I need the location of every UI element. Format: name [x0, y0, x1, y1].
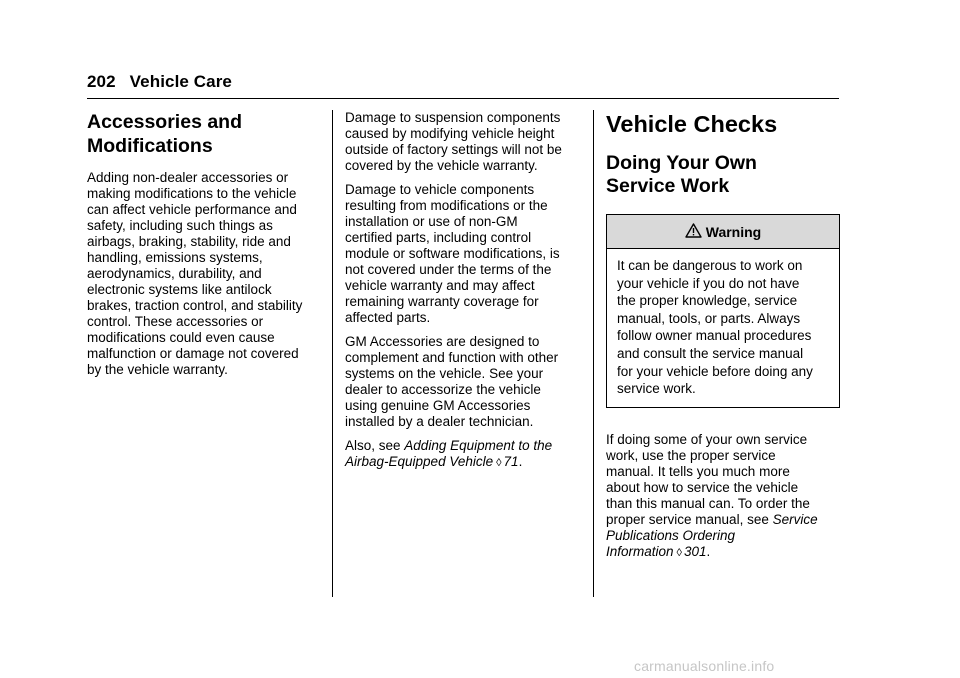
service-ref-prefix: proper service manual, see — [606, 511, 769, 527]
service-publications-link-end[interactable]: Information — [606, 543, 674, 559]
service-publications-page-link[interactable]: 301 — [683, 543, 707, 559]
vehicle-checks-heading: Vehicle Checks — [606, 111, 778, 137]
page-number: 202 — [87, 72, 116, 91]
service-publications-link[interactable]: Service — [772, 511, 818, 527]
column-divider-right — [593, 110, 594, 597]
suspension-damage-paragraph: Damage to suspension components caused by modifying vehicle height outside of factory settings will not be covered by the vehicle warranty. — [345, 110, 562, 173]
accessories-paragraph: Adding non-dealer accessories or making modifications to the vehicle can affect vehicle performance and safety, including such things as airbags, braking, stability, ride and handling, emissions systems, aerodynamics, durability, and electronic systems like antilock brakes, traction control, and stability control. These accessories or modifications could even cause malfunction or damage not covered by the vehicle warranty. — [87, 170, 303, 377]
gm-accessories-paragraph: GM Accessories are designed to complement and function with other systems on the vehicle. See your dealer to accessorize the vehicle using genuine GM Accessories installed by a dealer technician. — [345, 334, 559, 429]
service-publications-link-cont[interactable]: Publications Ordering — [606, 527, 736, 543]
page-ref-arrow-icon: ◊ — [496, 457, 502, 469]
page-ref-arrow-icon: ◊ — [676, 546, 682, 559]
warning-icon — [685, 223, 702, 238]
also-see-paragraph: Also, see Adding Equipment to the Airbag-Equipped Vehicle ◊ 71. — [345, 438, 553, 469]
warning-title: Warning — [705, 223, 762, 240]
warning-body: It can be dangerous to work on your vehicle if you do not have the proper knowledge, service manual, tools, or parts. Always follow owner manual procedures and consult the service manual for your vehicle before doing any service work. — [617, 258, 813, 397]
also-see-prefix: Also, see — [345, 438, 401, 453]
site-watermark: carmanualsonline.info — [634, 658, 775, 674]
component-damage-paragraph: Damage to vehicle components resulting from modifications or the installation or use of non-GM certified parts, including control module or software modifications, is not covered under the terms of the vehicle warranty and may affect remaining warranty coverage for affected parts. — [345, 182, 560, 325]
airbag-equipment-link-cont[interactable]: Airbag-Equipped Vehicle — [345, 454, 494, 469]
column-middle — [345, 110, 579, 479]
service-work-paragraph: If doing some of your own service work, use the proper service manual. It tells you much more about how to service the vehicle than this manual can. To order the proper service manual, see Service Publications Ordering Information ◊ 301. — [606, 431, 818, 559]
header-rule — [87, 98, 839, 99]
column-right — [606, 110, 840, 569]
airbag-equipment-link[interactable]: Adding Equipment to the — [404, 438, 553, 453]
service-work-heading: Doing Your Own Service Work — [606, 152, 757, 197]
page-header — [87, 72, 232, 92]
column-divider-left — [332, 110, 333, 597]
accessories-heading: Accessories and Modifications — [87, 111, 243, 157]
column-left — [87, 108, 319, 386]
airbag-equipment-page-link[interactable]: 71 — [503, 454, 519, 469]
warning-box — [606, 214, 840, 408]
section-title: Vehicle Care — [129, 72, 232, 91]
warning-header — [607, 215, 839, 249]
